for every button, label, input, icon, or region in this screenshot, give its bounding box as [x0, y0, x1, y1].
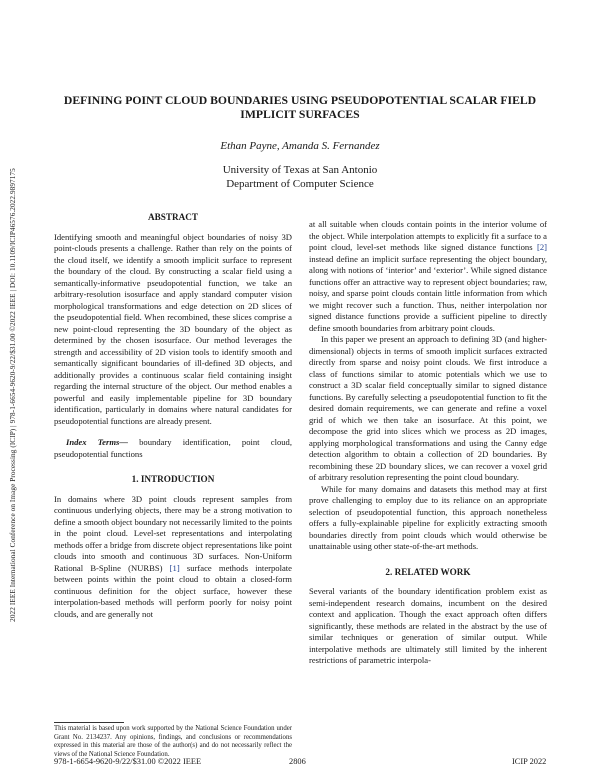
doi-sidebar — [6, 160, 20, 630]
doi-sidebar-text: 2022 IEEE International Conference on Image Processing (ICIP) | 978-1-6654-9620-9/22/$31.00 ©2022 IEEE | DOI: 10.1109/ICIP46576.2022.9897175 — [9, 168, 17, 622]
right-paragraph-2: In this paper we present an approach to defining 3D (and higher-dimensional) objects in terms of smooth implicit surfaces extracted directly from sparse and noisy point clouds. We first introduce a class of functions similar to atomic potentials which we use to construct a 3D scalar field conceptually similar to signed distance functions. By carefully selecting a pseudopotential function to fit the desired domain requirements, we can generate and refine a voxel grid of which we then take an isosurface. At this point, we decompose the grid into slices which we process as 2D images, applying morphological transformations and using the Canny edge detection algorithm to obtain a collection of 2D boundaries. By recombining these 2D boundary slices, we can recover a voxel grid of arbitrary resolution representing the point cloud boundary. — [309, 334, 547, 482]
affiliation-university: University of Texas at San Antonio — [222, 164, 378, 176]
left-column — [54, 212, 292, 620]
citation-link-2[interactable]: [2] — [536, 242, 547, 252]
index-terms — [54, 437, 292, 460]
affiliation — [0, 163, 600, 191]
intro-text-b: surface methods interpolate between points within the point cloud to obtain a closed-form continuous definition for the object surface, however these interpolation-based methods will perform poorly for noisy point clouds, and are generally not — [54, 562, 292, 619]
right-paragraph-3: While for many domains and datasets this method may at first prove challenging to employ due to its reliance on an appropriate selection of pseudopotential function, this approach nonetheless offers a fully-explainable pipeline for explicitly extracting smooth boundaries directly from point clouds which would otherwise be unattainable using other state-of-the-art methods. — [309, 483, 547, 551]
index-terms-text: boundary identification, point cloud, pseudopotential functions — [54, 437, 292, 459]
right-text-b: instead define an implicit surface representing the object boundary, along with notions of ‘interior’ and ‘exterior’. While signed distance functions offer an attractive way to represent object boundaries; raw, noisy, and sparse point clouds contain little information from which we might recover such a function. Thus, neither interpolation nor signed distance functions provide a sufficient pipeline to directly define smooth boundaries from arbitrary point clouds. — [309, 253, 547, 333]
footer-isbn: 978-1-6654-9620-9/22/$31.00 ©2022 IEEE — [54, 757, 202, 766]
abstract-text: Identifying smooth and meaningful object boundaries of noisy 3D point-clouds presents a challenge. Rather than rely on the points of the cloud itself, we identify a smooth implicit surface to represent the boundary of the cloud. By constructing a scalar field using a semantically-informative pseudopotential function, we take an arbitrary-resolution isosurface and apply standard computer vision morphological transformations and edge detection on 2D slices of the pseudopotential field. When recombined, these slices comprise a new point-cloud representing the 3D boundary of the object as determined by the chosen isosurface. Our method leverages the strength and accessibility of 2D vision tools to identify smooth and semantically significant boundaries of ill-defined 3D objects, and additionally provides a continuous scalar field containing insight regarding the internal structure of the object. Our method enables a powerful and easily implementable pipeline for 3D boundary identification, particularly in domains where natural candidates for pseudopotential functions are already present. — [54, 231, 292, 426]
right-paragraph-1 — [309, 219, 547, 334]
intro-heading: 1. INTRODUCTION — [131, 474, 215, 484]
related-work-heading: 2. RELATED WORK — [385, 566, 471, 577]
right-text-a: at all suitable when clouds contain points in the interior volume of the object. While interpolation attempts to explicitly fit a surface to a point cloud, level-set methods like signed distance functions — [309, 219, 547, 252]
index-terms-label: Index Terms— — [66, 437, 128, 447]
footnote: This material is based upon work supported by the National Science Foundation under Grant No. 2134237. Any opinions, findings, and conclusions or recommendations expressed in this material are those of the author(s) and do not necessarily reflect the views of the National Science Foundation. — [54, 725, 292, 758]
paper-title: DEFINING POINT CLOUD BOUNDARIES USING PSEUDOPOTENTIAL SCALAR FIELD IMPLICIT SURFACES — [63, 94, 537, 121]
right-column — [309, 219, 547, 667]
affiliation-department: Department of Computer Science — [226, 178, 374, 190]
citation-link-1[interactable]: [1] — [169, 562, 180, 573]
authors: Ethan Payne, Amanda S. Fernandez — [220, 140, 380, 152]
intro-paragraph — [54, 494, 292, 621]
abstract-heading: ABSTRACT — [147, 212, 199, 222]
related-work-paragraph: Several variants of the boundary identification problem exist as semi-independent research domains, incumbent on the desired context and application. Though the exact approach often differs significantly, these methods are related in the abstract by the use of similar techniques or generation of similar output. While interpolative methods are ultimately still limited by the inherent restrictions of parametric interpola- — [309, 586, 547, 665]
footnote-rule — [54, 722, 124, 723]
footer-conference: ICIP 2022 — [512, 757, 547, 766]
intro-text-a: In domains where 3D point clouds represent samples from continuous underlying objects, there may be a strong motivation to define a smooth object boundary not necessarily limited to the points in the point cloud. Level-set representations and interpolating methods offer a bridge from discrete object representations like point clouds into smooth and continuous 3D surfaces. Non-Uniform Rational B-Spline (NURBS) — [54, 493, 292, 573]
footer-page-number: 2806 — [289, 757, 306, 766]
